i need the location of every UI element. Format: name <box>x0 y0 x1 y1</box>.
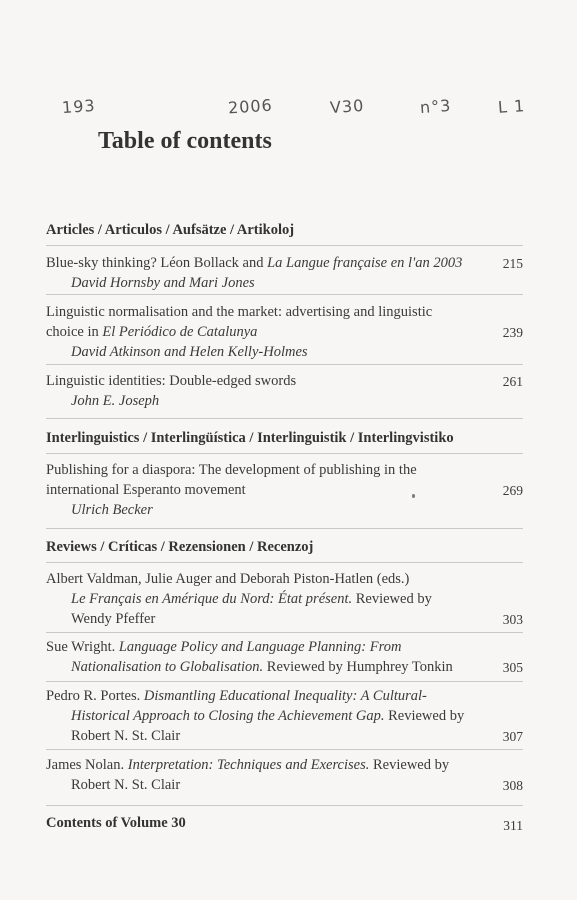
section-heading-articles: Articles / Articulos / Aufsätze / Artikoloj <box>46 222 295 238</box>
page-number: 311 <box>503 818 523 833</box>
toc-entry-publishing-diaspora[interactable] <box>46 460 498 520</box>
entry-title: Reviewed by <box>384 708 465 724</box>
ink-speck <box>412 494 415 498</box>
entry-title: Linguistic identities: Double-edged swords <box>46 373 297 389</box>
entry-title-italic: Nationalisation to Globalisation. <box>71 659 264 675</box>
toc-entry-review-wright[interactable] <box>46 637 498 677</box>
page-number: 308 <box>502 778 523 793</box>
toc-entry-review-portes[interactable] <box>46 686 498 746</box>
toc-entry-review-valdman[interactable] <box>46 569 498 629</box>
entry-authors: David Hornsby and Mari Jones <box>71 275 255 291</box>
entry-title-italic: El Periódico de Catalunya <box>102 324 258 340</box>
entry-authors: Ulrich Becker <box>71 502 153 518</box>
entry-title: James Nolan. <box>46 757 128 773</box>
page-number: 239 <box>502 325 523 340</box>
entry-title-italic: Language Policy and Language Planning: From <box>118 639 402 655</box>
entry-title: Publishing for a diaspora: The development of publishing in the <box>46 462 417 478</box>
entry-title: choice in <box>46 324 103 340</box>
page-number: 215 <box>502 256 523 271</box>
section-heading-interlinguistics: Interlinguistics / Interlingüística / Interlinguistik / Interlingvistiko <box>46 430 454 446</box>
entry-divider <box>46 749 523 750</box>
entry-divider <box>46 632 523 633</box>
page-title: Table of contents <box>98 128 272 154</box>
entry-title: Reviewed by <box>352 591 432 607</box>
entry-authors: John E. Joseph <box>71 393 160 409</box>
entry-title-italic: Historical Approach to Closing the Achievement Gap. <box>71 708 385 724</box>
section-heading-contents-volume[interactable]: Contents of Volume 30 <box>46 815 186 831</box>
section-divider <box>46 245 523 246</box>
entry-divider <box>46 681 523 682</box>
entry-title-italic: Interpretation: Techniques and Exercises. <box>127 757 370 773</box>
handwritten-note-issue: 193 <box>61 95 97 118</box>
entry-title: Albert Valdman, Julie Auger and Deborah Piston-Hatlen (eds.) <box>46 571 410 587</box>
entry-title: Reviewed by Humphrey Tonkin <box>263 659 453 675</box>
entry-divider <box>46 294 523 295</box>
entry-reviewer: Robert N. St. Clair <box>71 777 181 793</box>
entry-title-italic: La Langue française en l'an 2003 <box>267 255 463 271</box>
entry-title: Linguistic normalisation and the market: advertising and linguistic <box>46 304 433 320</box>
handwritten-note-number: n°3 <box>419 95 452 118</box>
section-divider <box>46 805 523 806</box>
entry-title: Reviewed by <box>369 757 450 773</box>
entry-divider <box>46 364 523 365</box>
section-divider <box>46 562 523 563</box>
entry-title: Blue-sky thinking? Léon Bollack and <box>46 255 268 271</box>
entry-title-italic: Le Français en Amérique du Nord: État présent. <box>71 591 353 607</box>
page-number: 307 <box>502 729 523 744</box>
handwritten-note-year: 2006 <box>227 95 274 118</box>
section-divider <box>46 418 523 419</box>
handwritten-note-l1: L 1 <box>497 96 526 117</box>
page-number: 303 <box>502 612 523 627</box>
page-number: 261 <box>502 374 523 389</box>
page-number: 305 <box>502 660 523 675</box>
toc-entry-linguistic-identities[interactable] <box>46 371 498 411</box>
toc-entry-blue-sky[interactable] <box>46 253 498 293</box>
section-divider <box>46 453 523 454</box>
toc-entry-linguistic-normalisation[interactable] <box>46 302 498 362</box>
entry-title: international Esperanto movement <box>46 482 246 498</box>
entry-title-italic: Dismantling Educational Inequality: A Cultural- <box>143 688 427 704</box>
handwritten-note-volume: V30 <box>329 95 365 118</box>
toc-entry-review-nolan[interactable] <box>46 755 498 795</box>
entry-title: Sue Wright. <box>46 639 119 655</box>
entry-authors: David Atkinson and Helen Kelly-Holmes <box>71 344 308 360</box>
entry-reviewer: Wendy Pfeffer <box>71 611 156 627</box>
page-number: 269 <box>502 483 523 498</box>
section-heading-reviews: Reviews / Críticas / Rezensionen / Recenzoj <box>46 539 314 555</box>
section-divider <box>46 528 523 529</box>
entry-reviewer: Robert N. St. Clair <box>71 728 181 744</box>
entry-title: Pedro R. Portes. <box>46 688 144 704</box>
